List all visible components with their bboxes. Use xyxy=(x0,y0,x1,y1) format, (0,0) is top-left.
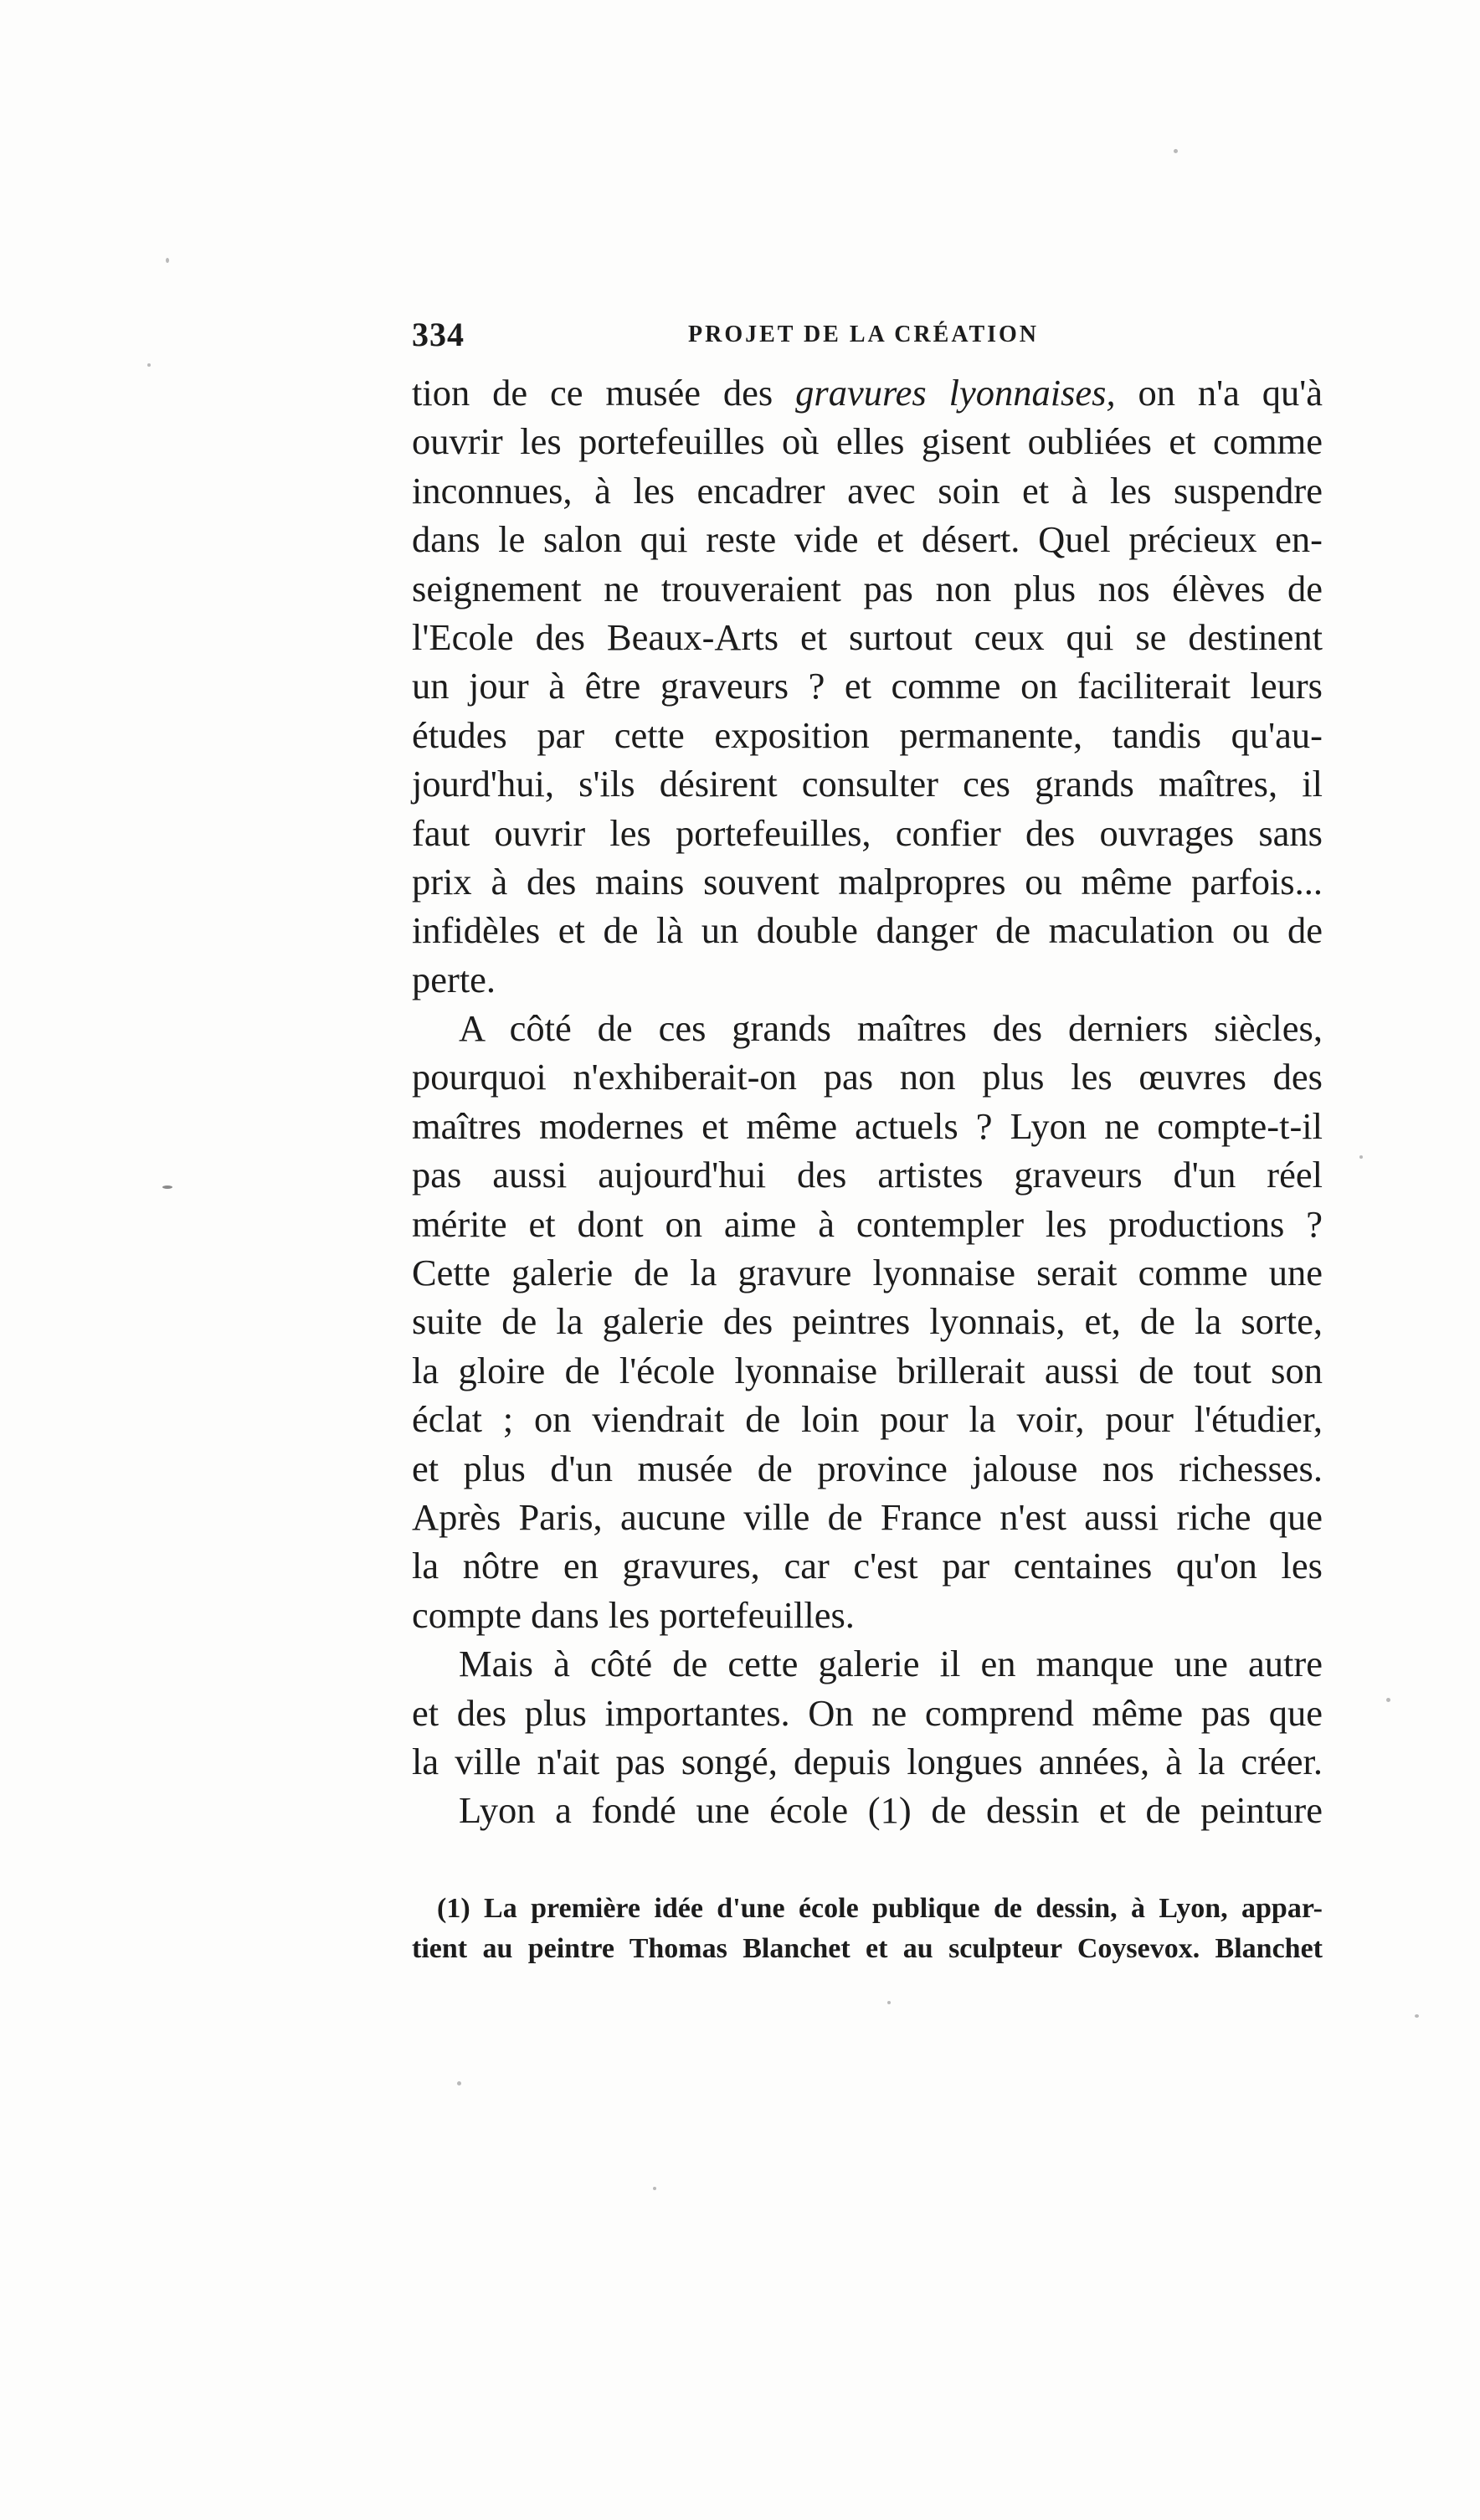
body-line-1 xyxy=(412,368,1323,417)
footnote-line: tient au peintre Thomas Blanchet et au sculpteur Coysevox. Blanchet xyxy=(412,1933,1323,1964)
paper-speck xyxy=(653,2187,656,2190)
body-line: la gloire de l'école lyonnaise brillerait aussi de tout son xyxy=(412,1349,1323,1391)
body-text xyxy=(412,368,1323,1835)
body-line: l'Ecole des Beaux-Arts et surtout ceux qui se destinent xyxy=(412,615,1323,658)
body-line-paragraph-end: perte. xyxy=(412,958,496,1000)
running-title: PROJET DE LA CRÉATION xyxy=(688,321,1040,347)
body-line: seignement ne trouveraient pas non plus nos élèves de xyxy=(412,567,1323,609)
body-line: prix à des mains souvent malpropres ou même parfois... xyxy=(412,860,1323,903)
paper-speck xyxy=(166,258,169,263)
paper-speck xyxy=(1174,149,1178,153)
paper-speck xyxy=(162,1185,172,1189)
body-line: faut ouvrir les portefeuilles, confier des ouvrages sans xyxy=(412,811,1323,854)
body-line: maîtres modernes et même actuels ? Lyon ne compte-t-il xyxy=(412,1104,1323,1147)
body-line: jourd'hui, s'ils désirent consulter ces grands maîtres, il xyxy=(412,763,1323,805)
paper-speck xyxy=(457,2081,461,2085)
paper-speck xyxy=(1359,1155,1363,1159)
body-line-paragraph-start: Mais à côté de cette galerie il en manque une autre xyxy=(459,1643,1323,1685)
body-line: études par cette exposition permanente, tandis qu'au- xyxy=(412,713,1323,756)
body-line-1-italic: gravures lyonnaises, xyxy=(795,372,1116,414)
paper-speck xyxy=(1415,2014,1419,2018)
body-line-paragraph-end: compte dans les portefeuilles. xyxy=(412,1593,855,1636)
footnote-line: (1) La première idée d'une école publique de dessin, à Lyon, appar- xyxy=(437,1893,1323,1924)
body-line: ouvrir les portefeuilles où elles gisent oubliées et comme xyxy=(412,420,1323,463)
paper-speck xyxy=(147,363,151,367)
paper-speck xyxy=(1386,1698,1390,1702)
body-line-paragraph-start: Lyon a fondé une école (1) de dessin et de peinture xyxy=(459,1789,1323,1832)
body-line: dans le salon qui reste vide et désert. Quel précieux en- xyxy=(412,518,1323,561)
body-line: et plus d'un musée de province jalouse nos richesses. xyxy=(412,1447,1323,1489)
page-header xyxy=(412,315,1323,357)
body-line: éclat ; on viendrait de loin pour la voir, pour l'étudier, xyxy=(412,1398,1323,1441)
body-line: et des plus importantes. On ne comprend même pas que xyxy=(412,1691,1323,1734)
body-line: suite de la galerie des peintres lyonnais, et, de la sorte, xyxy=(412,1300,1323,1343)
body-line-1-end: on n'a qu'à xyxy=(1115,372,1323,414)
body-line: Après Paris, aucune ville de France n'est aussi riche que xyxy=(412,1495,1323,1538)
body-line: infidèles et de là un double danger de maculation ou de xyxy=(412,909,1323,952)
body-line-paragraph-start: A côté de ces grands maîtres des derniers siècles, xyxy=(459,1007,1323,1050)
footnote xyxy=(412,1889,1323,1969)
body-line-1-start: tion de ce musée des xyxy=(412,372,796,414)
body-line: Cette galerie de la gravure lyonnaise serait comme une xyxy=(412,1252,1323,1294)
body-line: pas aussi aujourd'hui des artistes graveurs d'un réel xyxy=(412,1154,1323,1196)
body-line: un jour à être graveurs ? et comme on faciliterait leurs xyxy=(412,665,1323,707)
body-line: mérite et dont on aime à contempler les productions ? xyxy=(412,1202,1323,1245)
body-line: pourquoi n'exhiberait-on pas non plus les œuvres des xyxy=(412,1056,1323,1098)
body-line: la nôtre en gravures, car c'est par centaines qu'on les xyxy=(412,1545,1323,1587)
body-line: la ville n'ait pas songé, depuis longues années, à la créer. xyxy=(412,1740,1323,1782)
body-line: inconnues, à les encadrer avec soin et à les suspendre xyxy=(412,469,1323,512)
paper-speck xyxy=(887,2001,891,2004)
page-number: 334 xyxy=(412,316,465,353)
